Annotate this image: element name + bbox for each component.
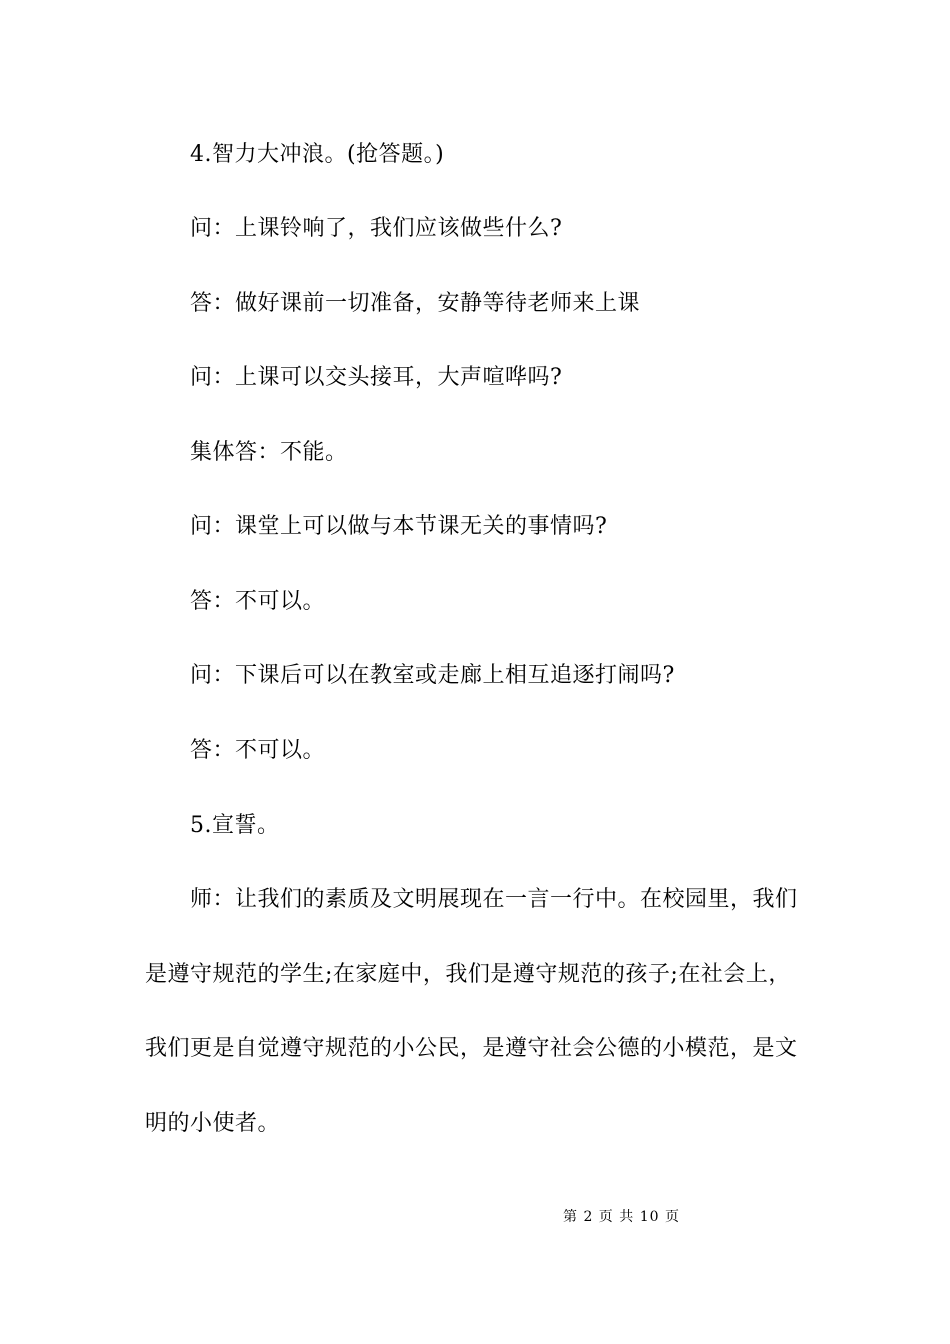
answer-1: 答：做好课前一切准备，安静等待老师来上课 — [190, 291, 641, 316]
section-heading-4: 4.智力大冲浪。(抢答题。) — [190, 142, 445, 167]
answer-3: 答：不可以。 — [190, 589, 326, 614]
question-2: 问：上课可以交头接耳，大声喧哗吗? — [190, 365, 563, 390]
paragraph-line-2: 是遵守规范的学生;在家庭中，我们是遵守规范的孩子;在社会上， — [145, 962, 791, 987]
question-1: 问：上课铃响了，我们应该做些什么? — [190, 216, 563, 241]
question-4: 问：下课后可以在教室或走廊上相互追逐打闹吗? — [190, 663, 675, 688]
answer-4: 答：不可以。 — [190, 738, 326, 763]
question-3: 问：课堂上可以做与本节课无关的事情吗? — [190, 514, 608, 539]
paragraph-line-1: 师：让我们的素质及文明展现在一言一行中。在校园里，我们 — [190, 887, 798, 912]
answer-2: 集体答：不能。 — [190, 440, 348, 465]
paragraph-line-4: 明的小使者。 — [145, 1111, 281, 1136]
page-number: 第 2 页 共 10 页 — [563, 1209, 680, 1225]
section-heading-5: 5.宣誓。 — [190, 813, 280, 838]
paragraph-line-3: 我们更是自觉遵守规范的小公民，是遵守社会公德的小模范，是文 — [145, 1036, 798, 1061]
